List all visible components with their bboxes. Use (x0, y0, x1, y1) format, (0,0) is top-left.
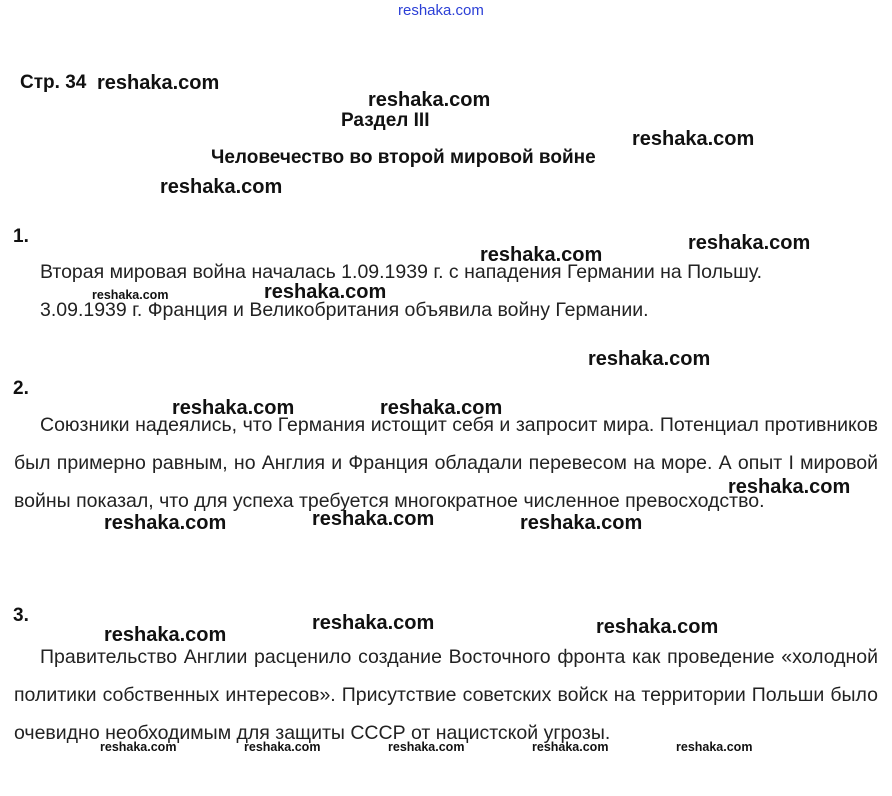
section-title: Раздел III (341, 110, 430, 131)
page-ref: Стр. 34 (20, 72, 87, 93)
watermark: reshaka.com (160, 176, 283, 198)
watermark: reshaka.com (728, 476, 851, 498)
watermark: reshaka.com (388, 740, 465, 754)
answer-number: 2. (13, 378, 29, 399)
watermark: reshaka.com (588, 348, 711, 370)
answer-number: 3. (13, 605, 29, 626)
chapter-title: Человечество во второй мировой войне (211, 147, 596, 168)
watermark: reshaka.com (312, 612, 435, 634)
watermark: reshaka.com (312, 508, 435, 530)
answer-paragraph: Правительство Англии расценило создание Восточного фронта как проведение «холодной политики собственных интересов». Присутствие советских войск на территории Польши было очевидно необходимым для защиты СССР от нацистской угрозы. (14, 646, 878, 744)
watermark: reshaka.com (480, 244, 603, 266)
watermark: reshaka.com (632, 128, 755, 150)
watermark: reshaka.com (104, 624, 227, 646)
answer-line: 3.09.1939 г. Франция и Великобритания объявила войну Германии. (40, 299, 649, 321)
watermark: reshaka.com (97, 72, 220, 94)
watermark: reshaka.com (368, 89, 491, 111)
answer-line: Вторая мировая война началась 1.09.1939 г. с нападения Германии на Польшу. (40, 261, 762, 283)
watermark: reshaka.com (380, 397, 503, 419)
watermark: reshaka.com (676, 740, 753, 754)
watermark: reshaka.com (532, 740, 609, 754)
watermark: reshaka.com (264, 281, 387, 303)
watermark: reshaka.com (244, 740, 321, 754)
watermark: reshaka.com (104, 512, 227, 534)
answer-paragraph: Союзники надеялись, что Германия истощит себя и запросит мира. Потенциал противников был примерно равным, но Англия и Франция обладали перевесом на море. А опыт I мировой войны показал, что для успеха требуется многократное численное превосходство. (14, 414, 878, 512)
watermark: reshaka.com (688, 232, 811, 254)
watermark: reshaka.com (520, 512, 643, 534)
watermark: reshaka.com (100, 740, 177, 754)
watermark: reshaka.com (92, 288, 169, 302)
watermark: reshaka.com (172, 397, 295, 419)
site-link[interactable]: reshaka.com (398, 2, 484, 19)
answer-number: 1. (13, 226, 29, 247)
watermark: reshaka.com (596, 616, 719, 638)
